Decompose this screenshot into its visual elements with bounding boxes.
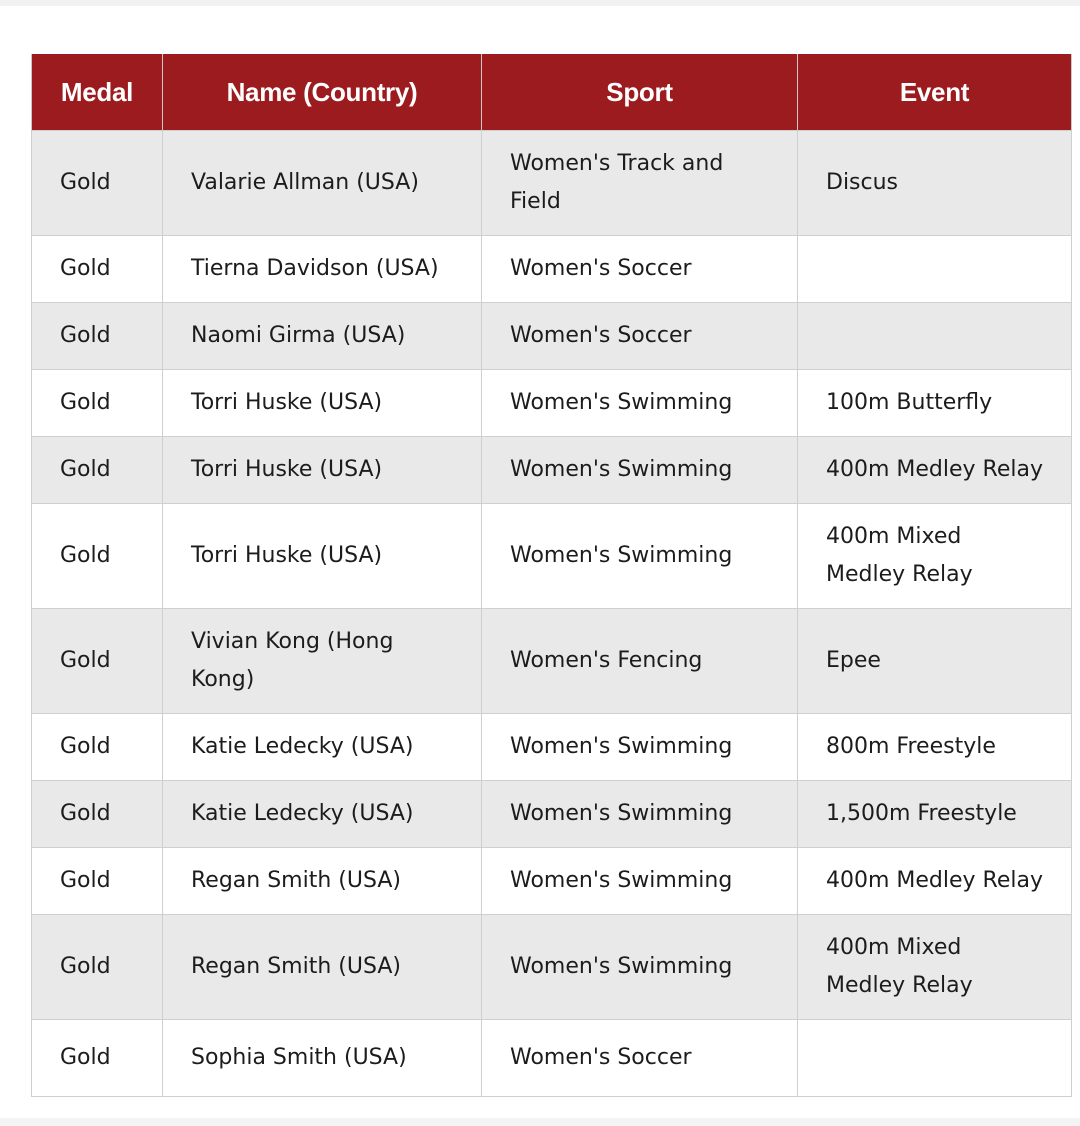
medal-cell: Gold <box>32 915 163 1020</box>
name-cell: Regan Smith (USA) <box>163 915 482 1020</box>
sport-cell: Women's Swimming <box>482 437 798 504</box>
table-row <box>32 131 1072 236</box>
medal-cell: Gold <box>32 437 163 504</box>
medal-cell: Gold <box>32 236 163 303</box>
medal-cell: Gold <box>32 370 163 437</box>
name-cell: Torri Huske (USA) <box>163 370 482 437</box>
name-cell: Katie Ledecky (USA) <box>163 714 482 781</box>
top-divider <box>0 0 1080 6</box>
medal-cell: Gold <box>32 504 163 609</box>
table-row <box>32 714 1072 781</box>
column-header-event: Event <box>798 54 1072 131</box>
column-header-medal: Medal <box>32 54 163 131</box>
name-cell: Sophia Smith (USA) <box>163 1020 482 1097</box>
sport-cell: Women's Swimming <box>482 848 798 915</box>
header-row <box>32 54 1072 131</box>
sport-cell: Women's Soccer <box>482 1020 798 1097</box>
event-cell: 800m Freestyle <box>798 714 1072 781</box>
event-cell: Epee <box>798 609 1072 714</box>
name-cell: Vivian Kong (Hong Kong) <box>163 609 482 714</box>
name-cell: Katie Ledecky (USA) <box>163 781 482 848</box>
medal-cell: Gold <box>32 1020 163 1097</box>
medal-cell: Gold <box>32 714 163 781</box>
sport-cell: Women's Soccer <box>482 236 798 303</box>
medal-table <box>31 54 1072 1097</box>
sport-cell: Women's Track and Field <box>482 131 798 236</box>
medal-cell: Gold <box>32 303 163 370</box>
sport-cell: Women's Swimming <box>482 714 798 781</box>
bottom-divider <box>0 1118 1080 1126</box>
sport-cell: Women's Swimming <box>482 370 798 437</box>
event-cell: 400m Mixed Medley Relay <box>798 504 1072 609</box>
event-cell: Discus <box>798 131 1072 236</box>
name-cell: Valarie Allman (USA) <box>163 131 482 236</box>
sport-cell: Women's Swimming <box>482 504 798 609</box>
name-cell: Regan Smith (USA) <box>163 848 482 915</box>
medal-cell: Gold <box>32 781 163 848</box>
table-row <box>32 303 1072 370</box>
sport-cell: Women's Swimming <box>482 915 798 1020</box>
table-row <box>32 370 1072 437</box>
event-cell <box>798 236 1072 303</box>
name-cell: Naomi Girma (USA) <box>163 303 482 370</box>
table-row <box>32 504 1072 609</box>
name-cell: Torri Huske (USA) <box>163 437 482 504</box>
medal-cell: Gold <box>32 609 163 714</box>
sport-cell: Women's Swimming <box>482 781 798 848</box>
medal-cell: Gold <box>32 131 163 236</box>
name-cell: Torri Huske (USA) <box>163 504 482 609</box>
table-row <box>32 236 1072 303</box>
event-cell: 400m Mixed Medley Relay <box>798 915 1072 1020</box>
event-cell <box>798 1020 1072 1097</box>
sport-cell: Women's Fencing <box>482 609 798 714</box>
column-header-sport: Sport <box>482 54 798 131</box>
table-row <box>32 848 1072 915</box>
table-row <box>32 781 1072 848</box>
table-row <box>32 609 1072 714</box>
event-cell: 400m Medley Relay <box>798 437 1072 504</box>
medal-cell: Gold <box>32 848 163 915</box>
table-row <box>32 437 1072 504</box>
sport-cell: Women's Soccer <box>482 303 798 370</box>
table-row <box>32 1020 1072 1097</box>
column-header-name-country: Name (Country) <box>163 54 482 131</box>
event-cell: 400m Medley Relay <box>798 848 1072 915</box>
event-cell <box>798 303 1072 370</box>
name-cell: Tierna Davidson (USA) <box>163 236 482 303</box>
table-row <box>32 915 1072 1020</box>
event-cell: 100m Butterfly <box>798 370 1072 437</box>
event-cell: 1,500m Freestyle <box>798 781 1072 848</box>
